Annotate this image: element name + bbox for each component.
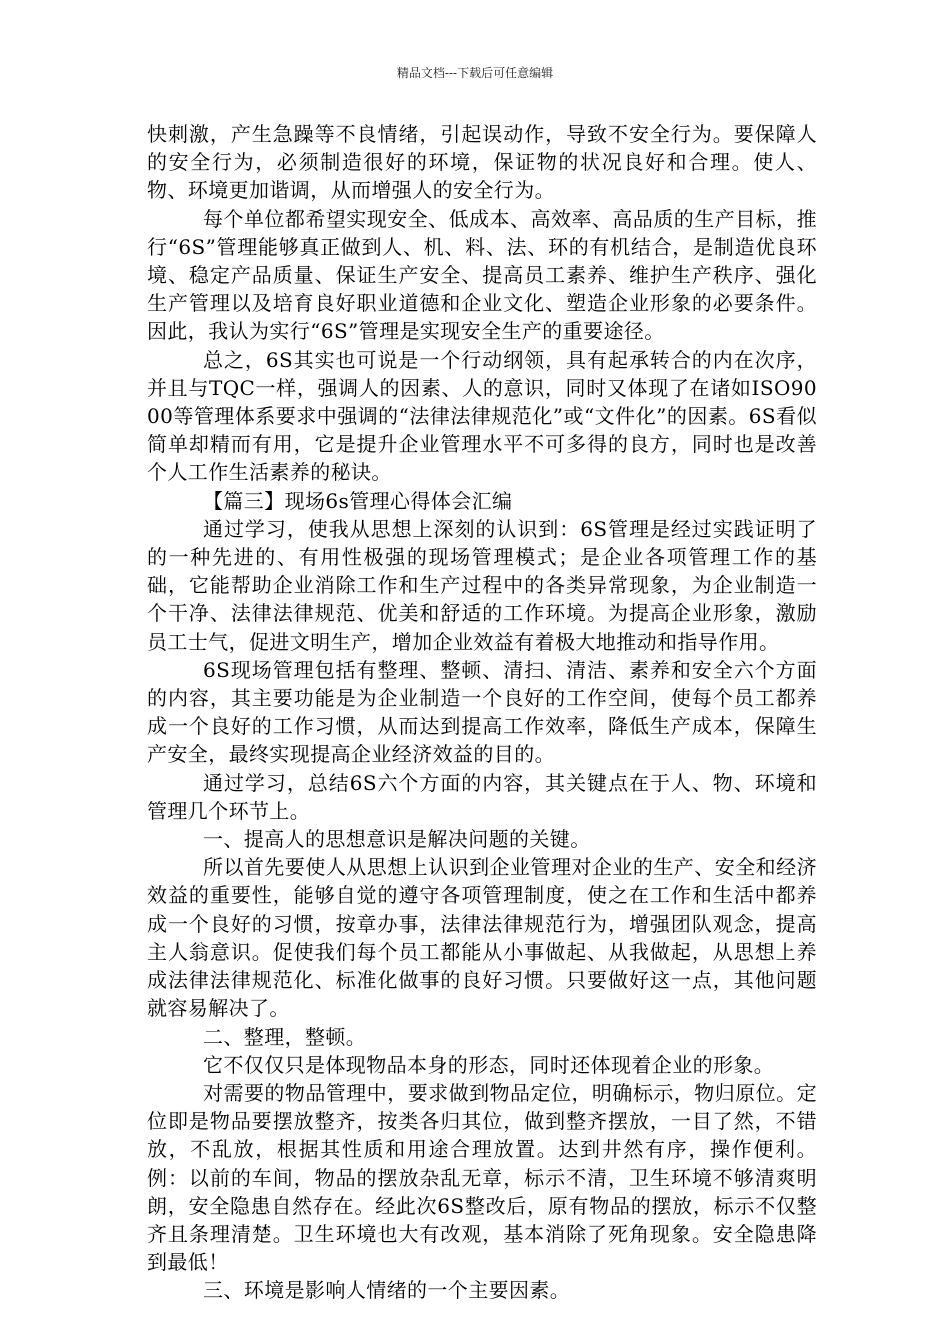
subheading-2: 二、整理，整顿。 (203, 1024, 367, 1049)
paragraph-5: 6S现场管理包括有整理、整顿、清扫、清洁、素养和安全六个方面的内容，其主要功能是为企业制造一个良好的工作空间，使每个员工都养成一个良好的工作习惯，从而达到提高工作效率，降低生产成本，保障生产安全，最终实现提高企业经济效益的目的。 (147, 657, 817, 767)
document-body (147, 120, 817, 1305)
paragraph-6: 通过学习，总结6S六个方面的内容，其关键点在于人、物、环境和管理几个环节上。 (147, 770, 817, 823)
paragraph-1: 快刺激，产生急躁等不良情绪，引起误动作，导致不安全行为。要保障人的安全行为，必须制造很好的环境，保证物的状况良好和合理。使人、物、环境更加谐调，从而增强人的安全行为。 (147, 122, 817, 203)
paragraph-4: 通过学习，使我从思想上深刻的认识到：6S管理是经过实践证明了的一种先进的、有用性极强的现场管理模式；是企业各项管理工作的基础，它能帮助企业消除工作和生产过程中的各类异常现象，为企业制造一个干净、法律法律规范、优美和舒适的工作环境。为提高企业形象，激励员工士气，促进文明生产，增加企业效益有着极大地推动和指导作用。 (147, 516, 817, 654)
paragraph-2: 每个单位都希望实现安全、低成本、高效率、高品质的生产目标，推行“6S”管理能够真正做到人、机、料、法、环的有机结合，是制造优良环境、稳定产品质量、保证生产安全、提高员工素养、维护生产秩序、强化生产管理以及培育良好职业道德和企业文化、塑造企业形象的必要条件。因此，我认为实行“6S”管理是实现安全生产的重要途径。 (147, 206, 817, 344)
section-heading: 【篇三】现场6s管理心得体会汇编 (203, 488, 513, 513)
page-header: 精品文档---下载后可任意编辑 (396, 66, 554, 80)
subheading-1: 一、提高人的思想意识是解决问题的关键。 (203, 827, 591, 852)
subheading-3: 三、环境是影响人情绪的一个主要因素。 (203, 1278, 571, 1303)
paragraph-8: 它不仅仅只是体现物品本身的形态，同时还体现着企业的形象。 (203, 1052, 775, 1077)
paragraph-9: 对需要的物品管理中，要求做到物品定位，明确标示，物归原位。定位即是物品要摆放整齐，按类各归其位，做到整齐摆放，一目了然，不错放，不乱放，根据其性质和用途合理放置。达到井然有序，操作便利。例：以前的车间，物品的摆放杂乱无章，标示不清，卫生环境不够清爽明朗，安全隐患自然存在。经此次6S整改后，原有物品的摆放，标示不仅整齐且条理清楚。卫生环境也大有改观，基本消除了死角现象。安全隐患降到最低！ (147, 1080, 817, 1275)
paragraph-3: 总之，6S其实也可说是一个行动纲领，具有起承转合的内在次序，并且与TQC一样，强调人的因素、人的意识，同时又体现了在诸如ISO9000等管理体系要求中强调的“法律法律规范化”或“文件化”的因素。6S看似简单却精而有用，它是提升企业管理水平不可多得的良方，同时也是改善个人工作生活素养的秘诀。 (147, 347, 817, 485)
paragraph-7: 所以首先要使人从思想上认识到企业管理对企业的生产、安全和经济效益的重要性，能够自觉的遵守各项管理制度，使之在工作和生活中都养成一个良好的习惯，按章办事，法律法律规范行为，增强团队观念，提高主人翁意识。促使我们每个员工都能从小事做起、从我做起，从思想上养成法律法律规范化、标准化做事的良好习惯。只要做好这一点，其他问题就容易解决了。 (147, 855, 817, 1021)
